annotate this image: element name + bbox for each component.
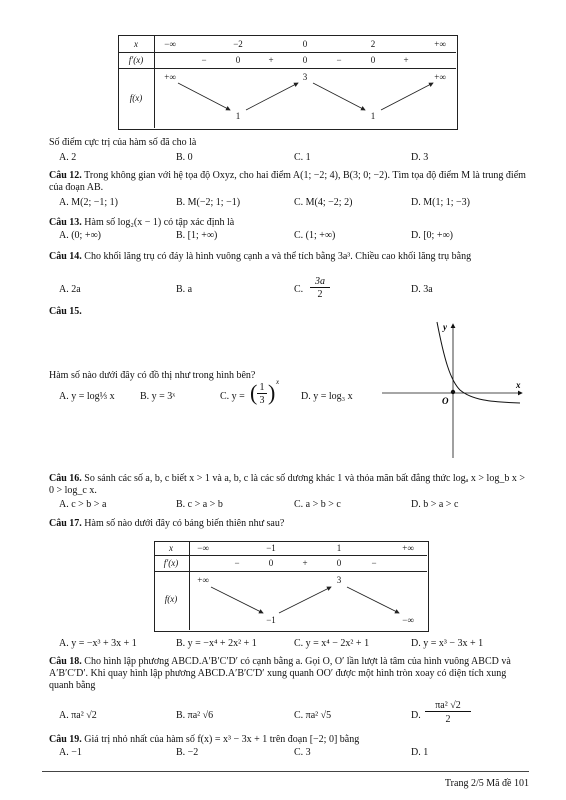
t2-sign-0: − — [234, 558, 240, 568]
t1-x-3: 2 — [370, 39, 376, 49]
q14-option-d[interactable]: D. 3a — [411, 284, 433, 295]
t2-f-0: +∞ — [197, 575, 209, 585]
q14-text: Cho khối lăng trụ có đáy là hình vuông cạnh a và thể tích bằng 3a³. Chiều cao khối lăng trụ bằng — [84, 251, 472, 262]
t2-x-1: −1 — [266, 543, 276, 553]
t1-sign-4: − — [336, 55, 342, 65]
q15-option-a[interactable]: A. y = log⅓ x — [59, 391, 115, 402]
t2-f-1: −1 — [266, 615, 276, 625]
q14-option-b[interactable]: B. a — [176, 284, 193, 295]
q12-text: Trong không gian với hệ tọa độ Oxyz, cho hai điểm A(1; −2; 4), B(3; 0; −2). Tìm tọa độ điểm M là trung điểm của đoạn AB. — [49, 170, 526, 193]
q13-text: Hàm số log₂(x − 1) có tập xác định là — [84, 217, 235, 228]
q15-label: Câu 15. — [49, 306, 82, 317]
t2-x-label: x — [169, 543, 173, 553]
t1-sign-5: 0 — [370, 55, 376, 65]
t1-x-1: −2 — [233, 39, 243, 49]
q17-option-a[interactable]: A. y = −x³ + 3x + 1 — [59, 638, 137, 649]
t1-sign-6: + — [403, 55, 409, 65]
t1-f-3: 1 — [370, 111, 376, 121]
q16-label: Câu 16. — [49, 473, 82, 484]
t1-sign-2: + — [268, 55, 274, 65]
t1-sign-1: 0 — [235, 55, 241, 65]
q19-option-c[interactable]: C. 3 — [294, 747, 311, 758]
footer-rule — [42, 771, 529, 772]
t2-sign-1: 0 — [268, 558, 274, 568]
q11-option-b[interactable]: B. 0 — [176, 152, 193, 163]
q19-option-d[interactable]: D. 1 — [411, 747, 429, 758]
q15-c-lparen: ( — [250, 380, 258, 405]
t1-f-label: f(x) — [129, 93, 143, 103]
q16-option-a[interactable]: A. c > b > a — [59, 499, 107, 510]
t1-f-0: +∞ — [164, 72, 176, 82]
q12-option-d[interactable]: D. M(1; 1; −3) — [411, 197, 470, 208]
q14-option-c-label: C. — [294, 284, 304, 295]
q15-y-label: y — [443, 322, 447, 332]
t1-f-2: 3 — [302, 72, 308, 82]
q18-option-c[interactable]: C. πa² √5 — [294, 710, 332, 721]
q12-label: Câu 12. — [49, 170, 82, 181]
q13-option-a[interactable]: A. (0; +∞) — [59, 230, 101, 241]
q15-c-rparen: ) — [268, 380, 276, 405]
q16-option-b[interactable]: B. c > a > b — [176, 499, 223, 510]
q19-option-a[interactable]: A. −1 — [59, 747, 82, 758]
q15-text: Hàm số nào dưới đây có đồ thị như trong hình bên? — [49, 370, 256, 381]
q13-option-d[interactable]: D. [0; +∞) — [411, 230, 453, 241]
q18-option-a[interactable]: A. πa² √2 — [59, 710, 97, 721]
q17-option-c[interactable]: C. y = x⁴ − 2x² + 1 — [294, 638, 370, 649]
q19-option-b[interactable]: B. −2 — [176, 747, 199, 758]
q15-origin-label: O — [442, 396, 449, 406]
question-18 — [49, 656, 529, 692]
t2-f-3: −∞ — [402, 615, 414, 625]
t2-fp-label: f′(x) — [163, 558, 179, 568]
t1-f-1: 1 — [235, 111, 241, 121]
q12-option-b[interactable]: B. M(−2; 1; −1) — [176, 197, 241, 208]
q15-c-denominator: 3 — [259, 395, 265, 406]
t1-x-2: 0 — [302, 39, 308, 49]
q14-option-a[interactable]: A. 2a — [59, 284, 81, 295]
q11-option-c[interactable]: C. 1 — [294, 152, 311, 163]
t1-x-4: +∞ — [434, 39, 446, 49]
q15-option-d[interactable]: D. y = log₃ x — [301, 391, 353, 402]
t2-f-2: 3 — [336, 575, 342, 585]
t2-x-0: −∞ — [197, 543, 209, 553]
t2-x-2: 1 — [336, 543, 342, 553]
t1-fp-label: f′(x) — [128, 55, 144, 65]
q18-text: Cho hình lập phương ABCD.A′B′C′D′ có cạnh bằng a. Gọi O, O′ lần lượt là tâm của hình vuông ABCD và A′B′C′D′. Khi quay hình lập phương ABCD.A′B′C′D′ xung quanh OO′ được một hình tròn xoay có diện tích xung quanh bằng — [49, 656, 511, 691]
q13-option-b[interactable]: B. [1; +∞) — [176, 230, 218, 241]
q17-option-b[interactable]: B. y = −x⁴ + 2x² + 1 — [176, 638, 257, 649]
q18-option-b[interactable]: B. πa² √6 — [176, 710, 214, 721]
q18-label: Câu 18. — [49, 656, 82, 667]
page-footer: Trang 2/5 Mã đề 101 — [444, 778, 529, 789]
q13-option-c[interactable]: C. (1; +∞) — [294, 230, 336, 241]
q14-c-denominator: 2 — [317, 289, 323, 300]
q17-label: Câu 17. — [49, 518, 82, 529]
t1-sign-3: 0 — [302, 55, 308, 65]
q16-option-c[interactable]: C. a > b > c — [294, 499, 341, 510]
q17-text: Hàm số nào dưới đây có bảng biến thiên như sau? — [84, 518, 285, 529]
q19-text: Giá trị nhỏ nhất của hàm số f(x) = x³ − 3x + 1 trên đoạn [−2; 0] bằng — [84, 734, 360, 745]
q12-option-c[interactable]: C. M(4; −2; 2) — [294, 197, 353, 208]
t2-sign-3: 0 — [336, 558, 342, 568]
q15-x-label: x — [516, 380, 521, 390]
t2-sign-4: − — [371, 558, 377, 568]
t2-x-3: +∞ — [402, 543, 414, 553]
q15-c-numerator: 1 — [257, 382, 267, 394]
q13-label: Câu 13. — [49, 217, 82, 228]
t2-sign-2: + — [302, 558, 308, 568]
q15-c-exponent: x — [276, 378, 280, 386]
t1-f-4: +∞ — [434, 72, 446, 82]
q18-option-d-label: D. — [411, 710, 421, 721]
q15-option-b[interactable]: B. y = 3ˣ — [140, 391, 176, 402]
q16-text: So sánh các số a, b, c biết x > 1 và a, b, c là các số dương khác 1 và thỏa mãn bất đẳng thức logₐ x > log_b x > 0 > log_c x. — [49, 473, 525, 496]
t2-f-label: f(x) — [164, 594, 178, 604]
t1-sign-0: − — [201, 55, 207, 65]
q16-option-d[interactable]: D. b > a > c — [411, 499, 459, 510]
q11-text: Số điểm cực trị của hàm số đã cho là — [49, 137, 197, 148]
t1-x-label: x — [134, 39, 138, 49]
question-19 — [49, 734, 529, 746]
q17-option-d[interactable]: D. y = x³ − 3x + 1 — [411, 638, 484, 649]
q19-label: Câu 19. — [49, 734, 82, 745]
q15-option-c-label: C. y = — [220, 391, 245, 402]
q11-option-a[interactable]: A. 2 — [59, 152, 77, 163]
q14-c-numerator: 3a — [310, 276, 330, 288]
t1-x-0: −∞ — [164, 39, 176, 49]
q14-label: Câu 14. — [49, 251, 82, 262]
q18-d-denominator: 2 — [445, 714, 451, 725]
q18-d-numerator: πa² √2 — [425, 700, 471, 712]
q11-option-d[interactable]: D. 3 — [411, 152, 429, 163]
q12-option-a[interactable]: A. M(2; −1; 1) — [59, 197, 118, 208]
